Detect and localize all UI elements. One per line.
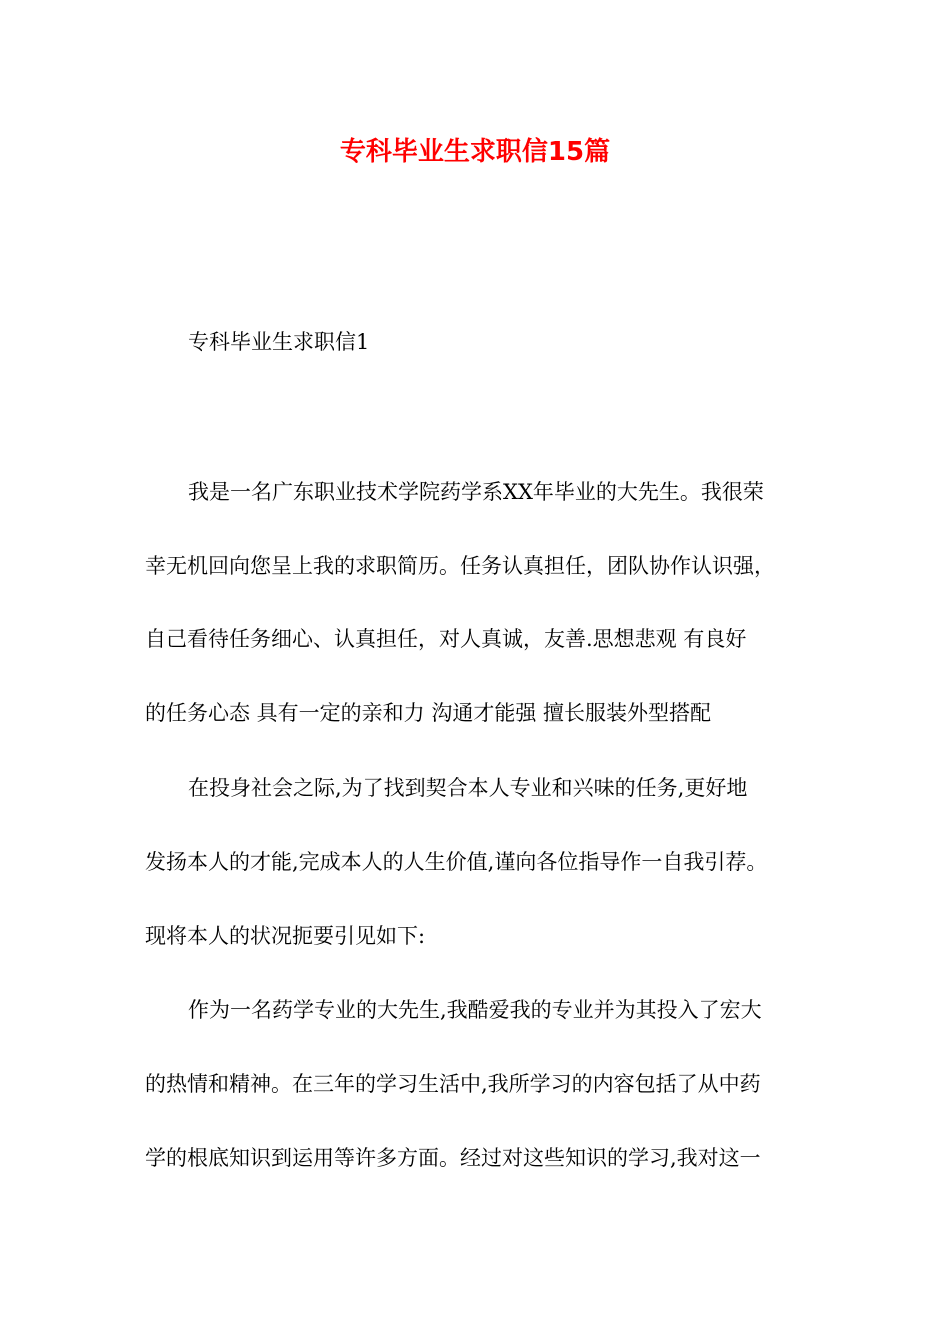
- paragraph-line: 作为一名药学专业的大先生,我酷爱我的专业并为其投入了宏大: [188, 998, 762, 1022]
- paragraph-line: 现将本人的状况扼要引见如下:: [145, 924, 426, 948]
- paragraph-line: 幸无机回向您呈上我的求职简历。任务认真担任，团队协作认识强，: [145, 554, 775, 578]
- paragraph-line: 的任务心态 具有一定的亲和力 沟通才能强 擅长服装外型搭配: [145, 701, 712, 725]
- section-heading: 专科毕业生求职信1: [188, 330, 370, 354]
- document-title: 专科毕业生求职信15篇: [339, 137, 611, 167]
- paragraph-line: 发扬本人的才能,完成本人的人生价值,谨向各位指导作一自我引荐。: [145, 850, 768, 874]
- paragraph-line: 学的根底知识到运用等许多方面。经过对这些知识的学习,我对这一: [145, 1146, 761, 1170]
- paragraph-line: 的热情和精神。在三年的学习生活中,我所学习的内容包括了从中药: [145, 1072, 761, 1096]
- paragraph-line: 在投身社会之际,为了找到契合本人专业和兴味的任务,更好地: [188, 776, 748, 800]
- paragraph-line: 我是一名广东职业技术学院药学系XX年毕业的大先生。我很荣: [188, 480, 764, 504]
- paragraph-line: 自己看待任务细心、认真担任，对人真诚，友善.思想悲观 有良好: [145, 627, 747, 651]
